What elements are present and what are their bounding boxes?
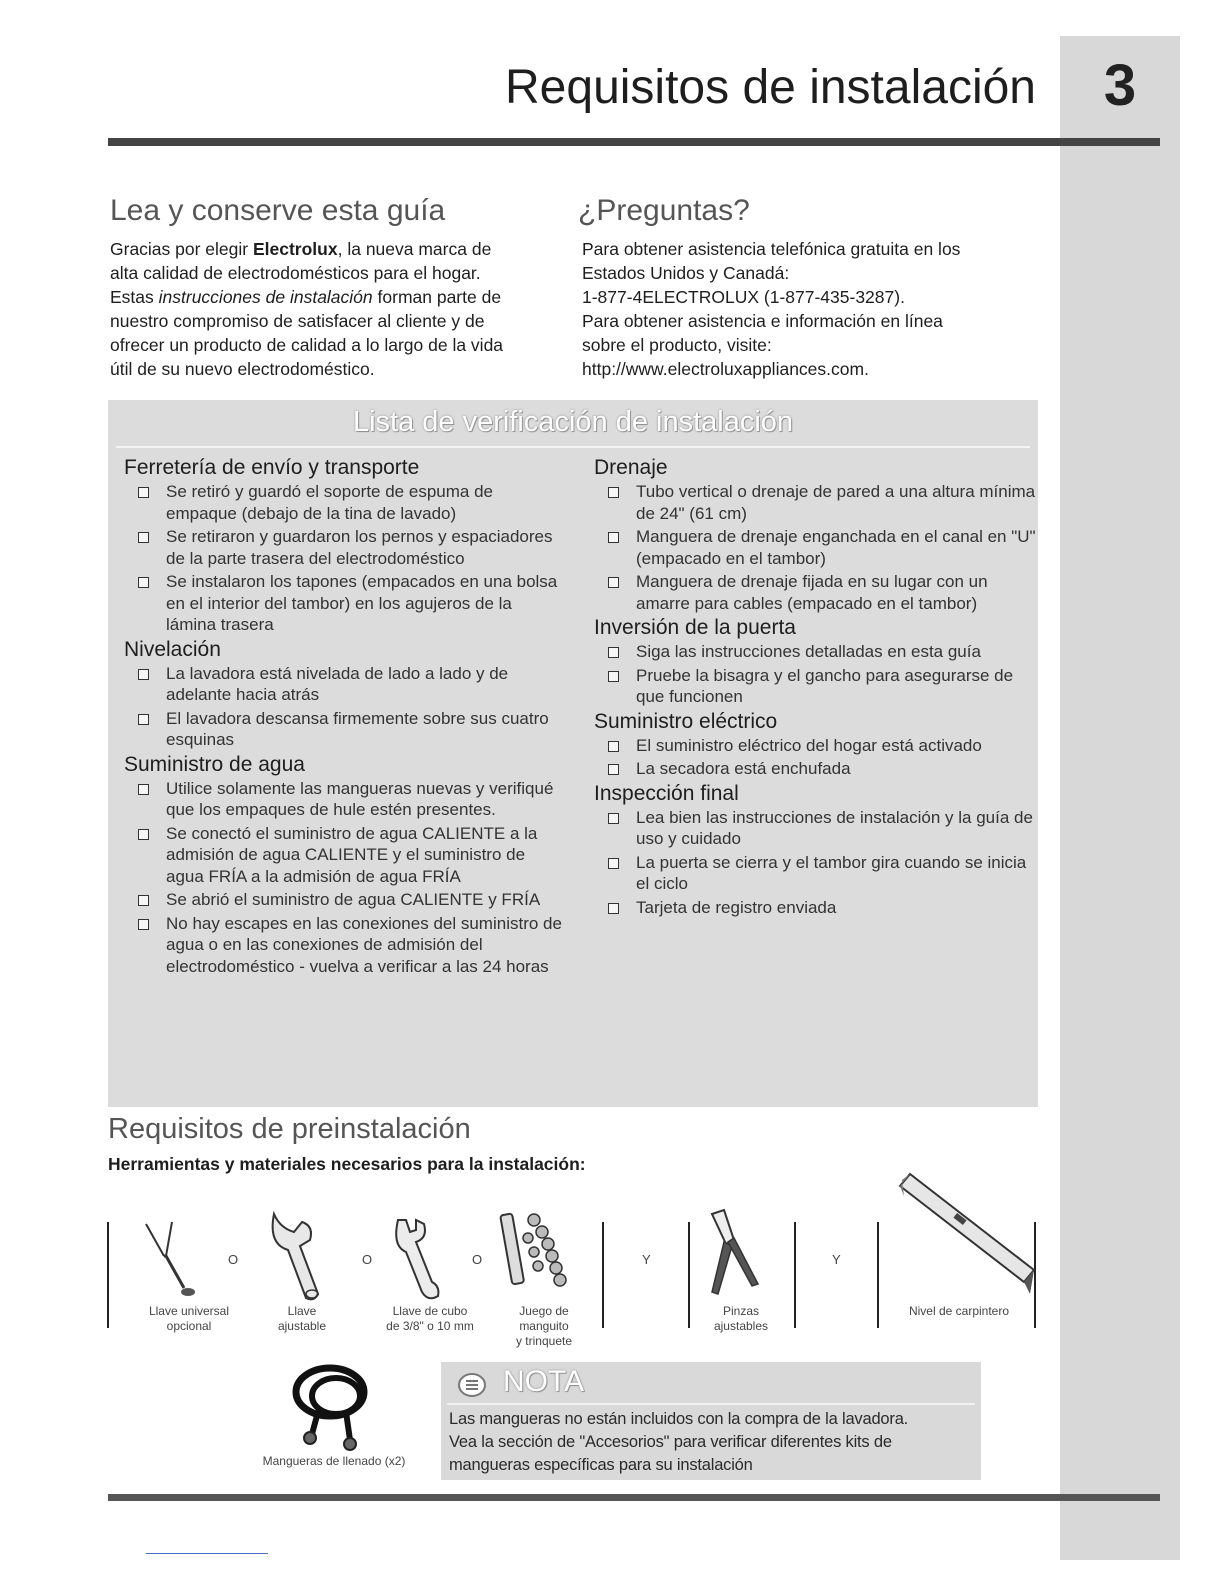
universal-wrench-label: Llave universal opcional [148, 1304, 230, 1333]
guide-text [110, 237, 570, 381]
checklist-item-text: La secadora está enchufada [636, 759, 851, 778]
checkbox-icon[interactable] [608, 903, 619, 914]
checklist-item-text: Se conectó el suministro de agua CALIENTE a la admisión de agua CALIENTE y el suministro de agua FRÍA a la admisión de agua FRÍA [166, 823, 538, 886]
questions-heading: ¿Preguntas? [578, 194, 750, 227]
checkbox-icon[interactable] [138, 784, 149, 795]
fill-hose-icon [284, 1362, 394, 1452]
checkbox-icon[interactable] [138, 487, 149, 498]
checklist-item [124, 778, 564, 821]
guide-line: alta calidad de electrodomésticos para el hogar. [110, 263, 481, 283]
tool-divider [794, 1222, 796, 1328]
checklist-item-text: Lea bien las instrucciones de instalación y la guía de uso y cuidado [636, 807, 1033, 848]
checkbox-icon[interactable] [608, 532, 619, 543]
checklist-item-text: Se retiró y guardó el soporte de espuma de empaque (debajo de la tina de lavado) [166, 482, 493, 523]
checklist-item-text: Tubo vertical o drenaje de pared a una altura mínima de 24" (61 cm) [636, 482, 1036, 523]
doc-title-italic: instrucciones de instalación [158, 287, 373, 307]
checklist-section-title: Inspección final [594, 781, 739, 805]
checklist-item-text: Manguera de drenaje enganchada en el canal en "U" (empacado en el tambor) [636, 527, 1036, 568]
phone-number: 1-877-4ELECTROLUX (1-877-435-3287). [582, 287, 905, 307]
checkbox-icon[interactable] [138, 669, 149, 680]
checklist-item-text: Tarjeta de registro enviada [636, 897, 837, 917]
note-title-rule [447, 1403, 975, 1405]
socket-wrench-label: Llave de cubo de 3/8" o 10 mm [386, 1304, 474, 1333]
checklist-item [594, 641, 1038, 663]
checklist-item-text: Siga las instrucciones detalladas en esta guía [636, 642, 981, 661]
checklist-item [594, 526, 1038, 569]
checklist-item [594, 665, 1038, 708]
checklist-section-title: Suministro eléctrico [594, 709, 778, 733]
and-separator: Y [832, 1252, 841, 1267]
guide-line: Estas instrucciones de instalación forman parte de [110, 287, 502, 307]
note-icon [457, 1372, 487, 1398]
pliers-icon [704, 1206, 774, 1298]
checkbox-icon[interactable] [138, 895, 149, 906]
checklist-item [594, 571, 1038, 614]
checkbox-icon[interactable] [138, 919, 149, 930]
checklist-item [124, 889, 564, 911]
checklist-item [594, 852, 1038, 895]
checklist-item [594, 897, 1038, 919]
footer-rule [108, 1494, 1160, 1501]
footer-link-line [146, 1553, 268, 1554]
checkbox-icon[interactable] [608, 764, 619, 775]
checkbox-icon[interactable] [138, 829, 149, 840]
questions-text [582, 237, 1042, 381]
section-side-tab [1060, 36, 1180, 1560]
checklist-section-title: Inversión de la puerta [594, 616, 796, 639]
or-separator: O [362, 1252, 373, 1267]
page-number: 3 [1103, 53, 1137, 118]
guide-line: nuestro compromiso de satisfacer al cliente y de [110, 311, 485, 331]
checkbox-icon[interactable] [608, 671, 619, 682]
checklist-item [124, 663, 564, 706]
checklist-item-text: Se retiraron y guardaron los pernos y espaciadores de la parte trasera del electrodoméstico [166, 527, 553, 568]
questions-line: Estados Unidos y Canadá: [582, 263, 790, 283]
checklist-item-text: Se instalaron los tapones (empacados en una bolsa en el interior del tambor) en los agujeros de la lámina trasera [166, 572, 558, 634]
questions-line: sobre el producto, visite: [582, 335, 772, 355]
brand-name: Electrolux [252, 239, 338, 259]
adjustable-wrench-label: Llave ajustable [277, 1304, 327, 1333]
checklist-item [124, 526, 564, 569]
checklist-section-title: Nivelación [124, 637, 221, 661]
checklist-title-rule [116, 446, 1030, 448]
or-separator: O [472, 1252, 483, 1267]
website-url[interactable]: http://www.electroluxappliances.com. [582, 359, 869, 379]
checklist-section-title: Suministro de agua [124, 752, 305, 776]
socket-set-label: Juego de manguito y trinquete [515, 1304, 573, 1348]
page-title: Requisitos de instalación [505, 61, 1036, 114]
checklist-item [124, 913, 564, 978]
fill-hose-label: Mangueras de llenado (x2) [262, 1454, 406, 1468]
checklist-item-text: Utilice solamente las mangueras nuevas y verifiqué que los empaques de hule estén presentes. [166, 778, 554, 819]
and-separator: Y [642, 1252, 651, 1267]
tool-divider [688, 1222, 690, 1328]
carpenter-level-icon [896, 1170, 1036, 1300]
checklist-item-text: No hay escapes en las conexiones del suministro de agua o en las conexiones de admisión del electrodoméstico - vuelva a verificar a las 24 horas [166, 913, 562, 976]
socket-wrench-icon [392, 1214, 456, 1300]
guide-line: Gracias por elegir Electrolux, la nueva marca de [110, 239, 492, 259]
checkbox-icon[interactable] [608, 813, 619, 824]
questions-line: Para obtener asistencia e información en línea [582, 311, 943, 331]
preinstall-heading: Requisitos de preinstalación [108, 1113, 471, 1145]
checklist-item-text: Pruebe la bisagra y el gancho para asegurarse de que funcionen [636, 665, 1014, 706]
checklist-item-text: El suministro eléctrico del hogar está activado [636, 735, 982, 755]
header-rule [108, 138, 1160, 146]
checklist-section-title: Drenaje [594, 456, 668, 479]
adjustable-wrench-icon [262, 1208, 332, 1304]
checkbox-icon[interactable] [608, 647, 619, 658]
checklist-item-text: Se abrió el suministro de agua CALIENTE y FRÍA [166, 890, 541, 909]
pliers-label: Pinzas ajustables [713, 1304, 769, 1333]
checklist-item [124, 481, 564, 524]
note-text: Las mangueras no están incluidos con la compra de la lavadora. Vea la sección de "Accesorios" para verificar diferentes kits de mangueras específicas para su instalación [449, 1410, 909, 1474]
carpenter-level-label: Nivel de carpintero [908, 1304, 1010, 1318]
checklist-item-text: La lavadora está nivelada de lado a lado y de adelante hacia atrás [166, 663, 509, 704]
checklist-title: Lista de verificación de instalación [352, 406, 794, 438]
universal-wrench-icon [136, 1218, 216, 1300]
checklist-item [594, 807, 1038, 850]
checklist-item [594, 758, 1038, 780]
guide-heading: Lea y conserve esta guía [110, 194, 446, 227]
socket-set-icon [498, 1208, 580, 1300]
checklist-item [124, 708, 564, 751]
or-separator: O [228, 1252, 239, 1267]
checklist-item [594, 735, 1038, 757]
checklist-item [594, 481, 1038, 524]
tool-divider [877, 1222, 879, 1328]
checklist-item-text: El lavadora descansa firmemente sobre sus cuatro esquinas [166, 708, 549, 749]
preinstall-subheading: Herramientas y materiales necesarios para la instalación: [108, 1154, 586, 1174]
checkbox-icon[interactable] [608, 577, 619, 588]
checklist-item-text: Manguera de drenaje fijada en su lugar con un amarre para cables (empacado en el tambor) [636, 572, 988, 613]
note-box [441, 1362, 981, 1480]
checklist-item [124, 823, 564, 888]
questions-line: Para obtener asistencia telefónica gratuita en los [582, 239, 961, 259]
checkbox-icon[interactable] [608, 741, 619, 752]
guide-line: útil de su nuevo electrodoméstico. [110, 359, 375, 379]
checklist-item-text: La puerta se cierra y el tambor gira cuando se inicia el ciclo [636, 852, 1027, 893]
tool-divider [107, 1222, 109, 1328]
checklist-item [124, 571, 564, 636]
checkbox-icon[interactable] [138, 577, 149, 588]
checklist-right-column [594, 456, 1038, 920]
note-title: NOTA [503, 1365, 585, 1398]
tool-divider [602, 1222, 604, 1328]
checkbox-icon[interactable] [138, 532, 149, 543]
installation-checklist [108, 400, 1038, 1107]
checkbox-icon[interactable] [608, 858, 619, 869]
checklist-left-column [124, 456, 564, 979]
checklist-section-title: Ferretería de envío y transporte [124, 456, 420, 479]
checkbox-icon[interactable] [608, 487, 619, 498]
checkbox-icon[interactable] [138, 714, 149, 725]
guide-line: ofrecer un producto de calidad a lo largo de la vida [110, 335, 504, 355]
